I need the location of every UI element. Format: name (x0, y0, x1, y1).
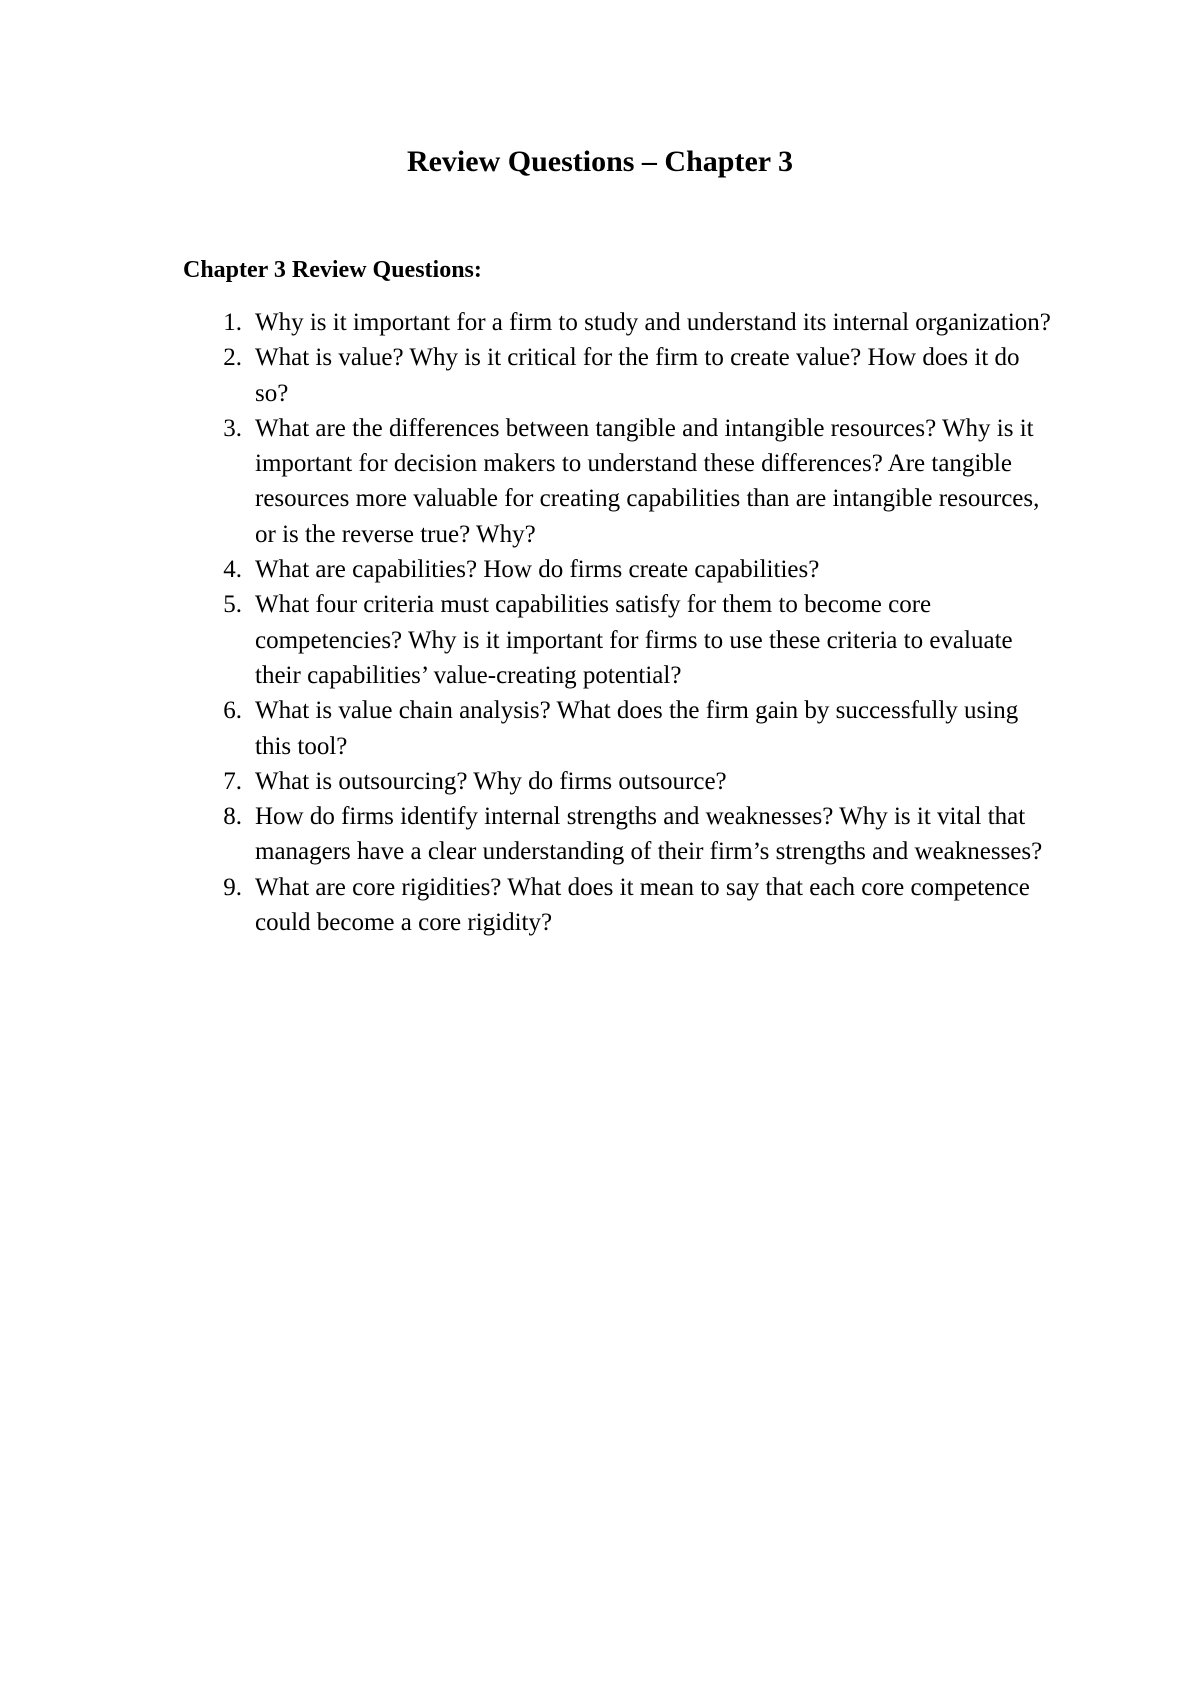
question-number: 1. (223, 309, 242, 336)
question-text: What are capabilities? How do firms create capabilities? (255, 556, 820, 584)
question-item-1 (183, 305, 1053, 340)
question-text: Why is it important for a firm to study and understand its internal organization? (255, 309, 1051, 336)
question-number: 6. (223, 697, 242, 725)
question-item-6 (183, 693, 1053, 764)
question-number: 4. (223, 556, 242, 584)
question-number: 2. (223, 344, 242, 372)
question-number: 5. (223, 591, 242, 619)
question-list (183, 305, 1053, 940)
question-item-9 (183, 870, 1053, 941)
question-item-7 (183, 764, 1053, 799)
question-item-2 (183, 340, 1053, 411)
page-title: Review Questions – Chapter 3 (406, 145, 794, 178)
question-text: What are the differences between tangible and intangible resources? Why is it important for decision makers to understand these differences? Are tangible resources more valuable for creating capabilities than are intangible resources, or is the reverse true? Why? (255, 414, 1040, 548)
question-item-5 (183, 587, 1053, 693)
question-text: What is value? Why is it critical for the firm to create value? How does it do so? (255, 344, 1020, 407)
question-number: 7. (223, 767, 242, 795)
question-number: 3. (223, 414, 242, 442)
question-text: What are core rigidities? What does it mean to say that each core competence could become a core rigidity? (255, 873, 1030, 937)
question-number: 8. (223, 803, 242, 831)
question-number: 9. (223, 873, 242, 901)
section-heading: Chapter 3 Review Questions: (183, 257, 482, 283)
question-text: What is outsourcing? Why do firms outsource? (255, 767, 727, 795)
question-text: What is value chain analysis? What does the firm gain by successfully using this tool? (255, 697, 1019, 760)
question-item-8 (183, 799, 1053, 870)
question-item-4 (183, 552, 1053, 587)
question-text: What four criteria must capabilities satisfy for them to become core competencies? Why is it important for firms to use these criteria to evaluate their capabilities’ value-creating potential? (255, 591, 1013, 689)
question-item-3 (183, 411, 1053, 552)
question-text: How do firms identify internal strengths and weaknesses? Why is it vital that managers have a clear understanding of their firm’s strengths and weaknesses? (255, 803, 1043, 866)
